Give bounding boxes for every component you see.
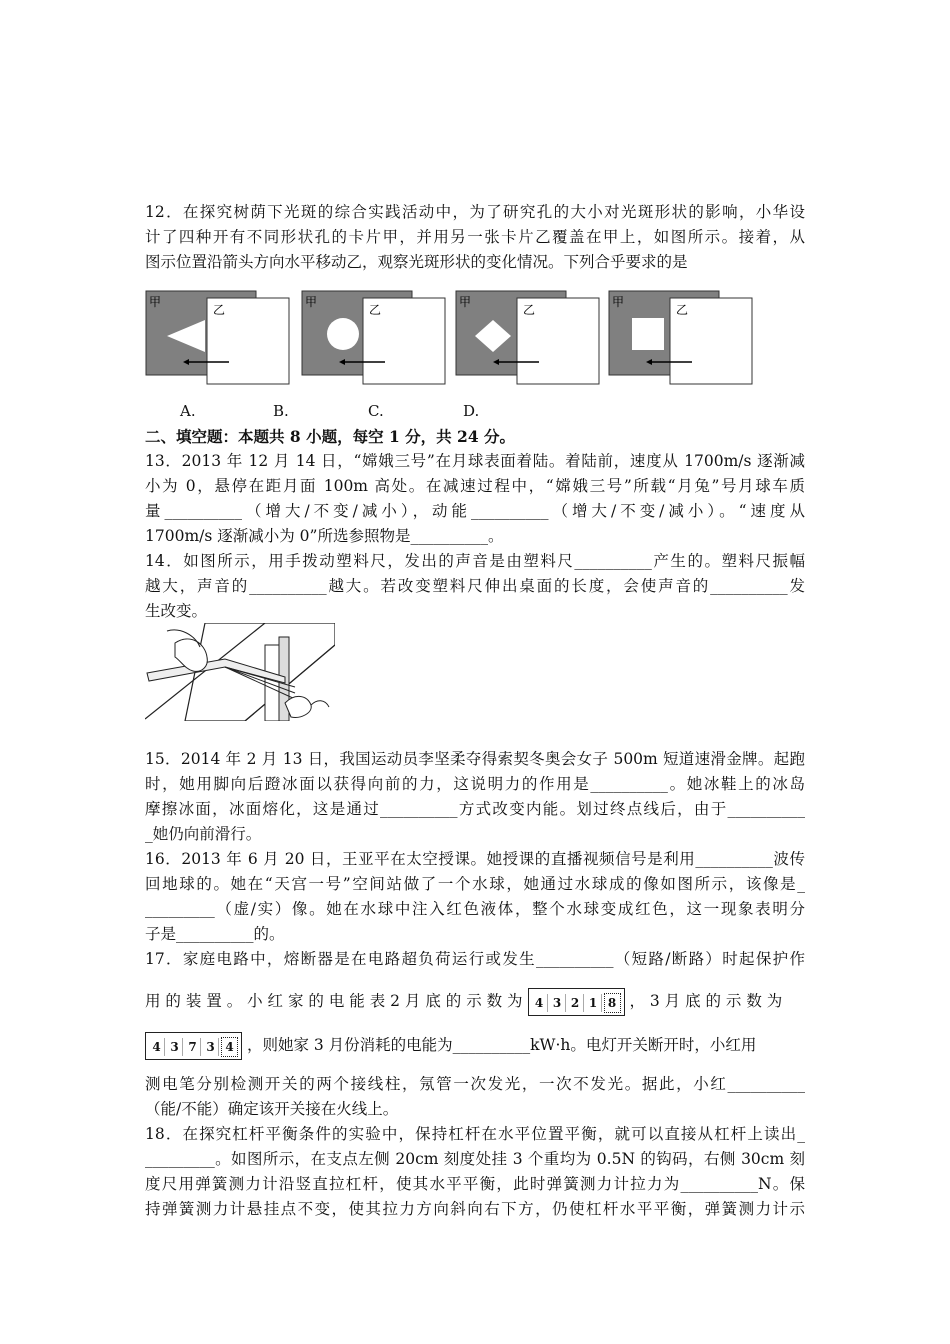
q15-line-2: 时，她用脚向后蹬冰面以获得向前的力，这说明力的作用是__________。她冰鞋上的冰岛 <box>145 775 805 793</box>
figure-b <box>301 290 446 386</box>
figure-a <box>145 290 290 386</box>
meter-digit: 2 <box>568 994 584 1012</box>
q17-line-1: 17．家庭电路中，熔断器是在电路超负荷运行或发生__________（短路/断路）时起保护作 <box>145 950 805 968</box>
q15-line-1: 15．2014 年 2 月 13 日，我国运动员李坚柔夺得索契冬奥会女子 500m 短道速滑金牌。起跑 <box>145 750 805 768</box>
option-d: D. <box>463 402 480 420</box>
q13-line-3: 量__________（增大/不变/减小），动能__________（增大/不变/减小）。“速度从 <box>145 502 805 520</box>
card-jia-label: 甲 <box>459 295 472 309</box>
meter-digit: 4 <box>221 1037 238 1057</box>
q12-line-1: 12．在探究树荫下光斑的综合实践活动中，为了研究孔的大小对光斑形状的影响，小华设 <box>145 203 805 221</box>
q17-line-5: （能/不能）确定该开关接在火线上。 <box>145 1100 399 1118</box>
meter-reading-feb <box>528 988 625 1016</box>
section-heading: 二、填空题：本题共 8 小题，每空 1 分，共 24 分。 <box>145 427 516 446</box>
card-jia-label: 甲 <box>612 295 625 309</box>
meter-digit: 3 <box>167 1038 183 1056</box>
q15-line-4: _她仍向前滑行。 <box>145 825 262 843</box>
figure-c <box>455 290 600 386</box>
q14-line-3: 生改变。 <box>145 602 208 620</box>
ruler-table-figure <box>145 623 335 721</box>
q12-line-3: 图示位置沿箭头方向水平移动乙，观察光斑形状的变化情况。下列合乎要求的是 <box>145 253 688 271</box>
card-jia-label: 甲 <box>305 295 318 309</box>
q18-line-2: _________。如图所示，在支点左侧 20cm 刻度处挂 3 个重均为 0.5N 的钩码，右侧 30cm 刻 <box>145 1150 805 1168</box>
q17-line-2 <box>145 988 805 1016</box>
option-a: A. <box>180 402 196 420</box>
q17-line-3 <box>145 1032 756 1060</box>
meter-reading-mar <box>145 1032 242 1060</box>
q17-line-4: 测电笔分别检测开关的两个接线柱，氖管一次发光，一次不发光。据此，小红__________ <box>145 1075 805 1093</box>
q14-line-1: 14．如图所示，用手拨动塑料尺，发出的声音是由塑料尺__________产生的。塑料尺振幅 <box>145 552 805 570</box>
card-yi-label: 乙 <box>676 303 689 317</box>
q17-text-mar: ， 3 月 底 的 示 数 为 <box>629 992 783 1010</box>
q15-line-3: 摩擦冰面，冰面熔化，这是通过__________方式改变内能。划过终点线后，由于__________ <box>145 800 805 818</box>
card-jia-label: 甲 <box>149 295 162 309</box>
card-yi-label: 乙 <box>213 303 226 317</box>
q18-line-3: 度尺用弹簧测力计沿竖直拉杠杆，使其水平平衡，此时弹簧测力计拉力为__________N。保 <box>145 1175 805 1193</box>
q14-line-2: 越大，声音的__________越大。若改变塑料尺伸出桌面的长度，会使声音的__________发 <box>145 577 805 595</box>
q13-line-1: 13．2013 年 12 月 14 日，“嫦娥三号”在月球表面着陆。着陆前，速度从 1700m/s 逐渐减 <box>145 452 805 470</box>
q16-line-3: _________（虚/实）像。她在水球中注入红色液体，整个水球变成红色，这一现象表明分 <box>145 900 805 918</box>
q16-line-2: 回地球的。她在“天宫一号”空间站做了一个水球，她通过水球成的像如图所示，该像是_ <box>145 875 805 893</box>
q12-line-2: 计了四种开有不同形状孔的卡片甲，并用另一张卡片乙覆盖在甲上，如图所示。接着，从 <box>145 228 805 246</box>
q17-text-feb: 用 的 装 置 。 小 红 家 的 电 能 表 2 月 底 的 示 数 为 <box>145 992 523 1010</box>
q18-line-1: 18．在探究杠杆平衡条件的实验中，保持杠杆在水平位置平衡，就可以直接从杠杆上读出_ <box>145 1125 805 1143</box>
meter-digit: 7 <box>185 1038 201 1056</box>
q18-line-4: 持弹簧测力计悬挂点不变，使其拉力方向斜向右下方，仍使杠杆水平平衡，弹簧测力计示 <box>145 1200 805 1218</box>
meter-digit: 8 <box>604 993 621 1013</box>
option-b: B. <box>273 402 289 420</box>
meter-digit: 4 <box>532 994 548 1012</box>
meter-digit: 3 <box>550 994 566 1012</box>
q16-line-4: 子是__________的。 <box>145 925 285 943</box>
figure-d <box>608 290 753 386</box>
q16-line-1: 16．2013 年 6 月 20 日，王亚平在太空授课。她授课的直播视频信号是利用__________波传 <box>145 850 805 868</box>
meter-digit: 1 <box>586 994 602 1012</box>
meter-digit: 3 <box>203 1038 219 1056</box>
meter-digit: 4 <box>149 1038 165 1056</box>
q17-text-consumed: ，则她家 3 月份消耗的电能为__________kW·h。电灯开关断开时，小红用 <box>246 1036 757 1054</box>
card-yi-label: 乙 <box>523 303 536 317</box>
card-yi-label: 乙 <box>369 303 382 317</box>
q13-line-2: 小为 0，悬停在距月面 100m 高处。在减速过程中，“嫦娥三号”所载“月兔”号月球车质 <box>145 477 805 495</box>
q13-line-4: 1700m/s 逐渐减小为 0”所选参照物是__________。 <box>145 527 504 545</box>
option-c: C. <box>368 402 384 420</box>
